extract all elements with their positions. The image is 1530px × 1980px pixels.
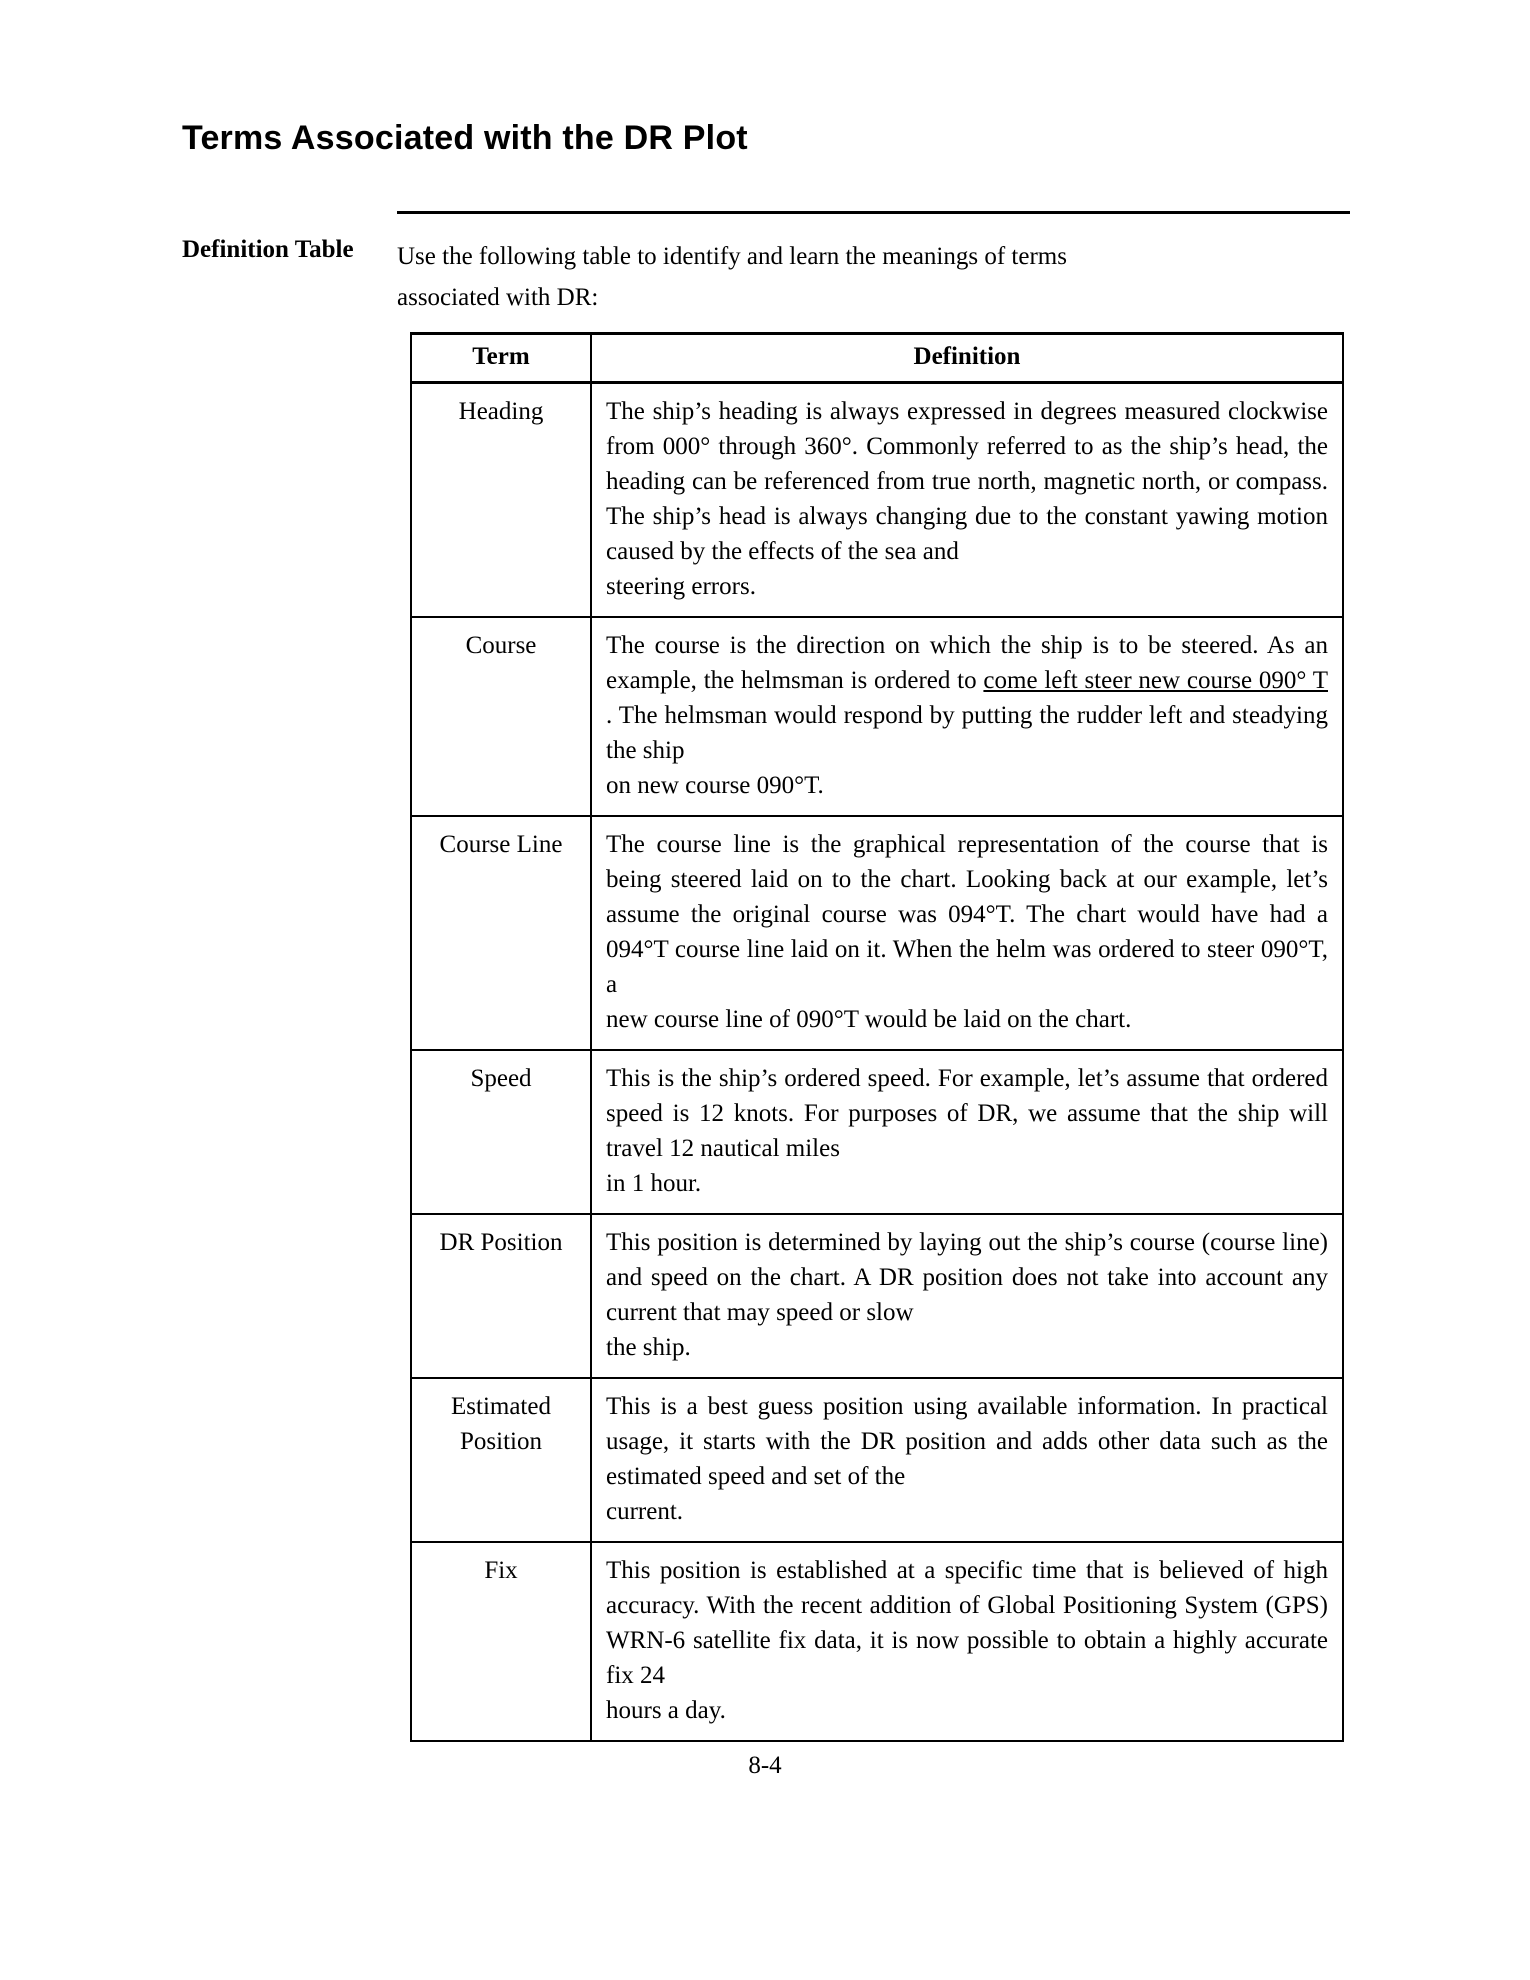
definition-body: This position is determined by laying out the ship’s course (course line) and speed on the chart. A DR position does not take into account any current that may speed or slow xyxy=(606,1229,1328,1326)
table-row xyxy=(411,1214,1343,1378)
table-row xyxy=(411,816,1343,1050)
definition-last-line: new course line of 090°T would be laid on the chart. xyxy=(606,1006,1132,1033)
definition-table-container xyxy=(410,332,1342,1742)
term-heading: Heading xyxy=(411,383,591,618)
table-body xyxy=(411,383,1343,1742)
table-row xyxy=(411,1542,1343,1741)
definition-body: This position is established at a specific time that is believed of high accuracy. With the recent addition of Global Positioning System (GPS) WRN-6 satellite fix data, it is now possible to obtain a highly accurate fix 24 xyxy=(606,1557,1328,1689)
definition-dr-position xyxy=(591,1214,1343,1378)
definition-estimated-position xyxy=(591,1378,1343,1542)
definition-course-line xyxy=(591,816,1343,1050)
intro-paragraph xyxy=(397,236,1242,318)
column-header-definition: Definition xyxy=(591,334,1343,383)
table-header-row xyxy=(411,334,1343,383)
term-fix: Fix xyxy=(411,1542,591,1741)
term-estimated-position: Estimated Position xyxy=(411,1378,591,1542)
table-row xyxy=(411,617,1343,816)
definition-last-line: in 1 hour. xyxy=(606,1170,702,1197)
table-row xyxy=(411,383,1343,618)
definition-body-pre: The course is the direction on which the ship is to be steered. As an example, the helmsman is ordered to xyxy=(606,632,1328,694)
intro-line-2: associated with DR: xyxy=(397,284,599,311)
definition-body: The course line is the graphical representation of the course that is being steered laid on to the chart. Looking back at our example, let’s assume the original course was 094°T. The chart would have had a 094°T course line laid on it. When the helm was ordered to steer 090°T, a xyxy=(606,831,1328,998)
definition-fix xyxy=(591,1542,1343,1741)
definition-last-line: hours a day. xyxy=(606,1697,726,1724)
term-speed: Speed xyxy=(411,1050,591,1214)
page-number: 8-4 xyxy=(748,1752,782,1779)
definition-underlined-order: come left steer new course 090° T xyxy=(983,667,1328,694)
definition-body: The ship’s heading is always expressed in degrees measured clockwise from 000° through 360°. Commonly referred to as the ship’s head, the heading can be referenced from true north, magnetic north, or compass. The ship’s head is always changing due to the constant yawing motion caused by the effects of the sea and xyxy=(606,398,1328,565)
table-row xyxy=(411,1050,1343,1214)
definition-body: This is the ship’s ordered speed. For example, let’s assume that ordered speed is 12 knots. For purposes of DR, we assume that the ship will travel 12 nautical miles xyxy=(606,1065,1328,1162)
block-label-definition-table: Definition Table xyxy=(182,236,354,263)
table-header xyxy=(411,334,1343,383)
definition-speed xyxy=(591,1050,1343,1214)
column-header-term: Term xyxy=(411,334,591,383)
term-course-line: Course Line xyxy=(411,816,591,1050)
definition-last-line: steering errors. xyxy=(606,573,756,600)
table-row xyxy=(411,1378,1343,1542)
definition-last-line: the ship. xyxy=(606,1334,691,1361)
page-title: Terms Associated with the DR Plot xyxy=(182,118,748,157)
definition-heading xyxy=(591,383,1343,618)
title-divider xyxy=(397,211,1350,214)
definition-course xyxy=(591,617,1343,816)
definition-table xyxy=(410,332,1344,1742)
definition-body: This is a best guess position using available information. In practical usage, it starts with the DR position and adds other data such as the estimated speed and set of the xyxy=(606,1393,1328,1490)
term-course: Course xyxy=(411,617,591,816)
definition-body-post: . The helmsman would respond by putting the rudder left and steadying the ship xyxy=(606,702,1328,764)
definition-last-line: on new course 090°T. xyxy=(606,772,824,799)
definition-last-line: current. xyxy=(606,1498,684,1525)
intro-line-1: Use the following table to identify and learn the meanings of terms xyxy=(397,243,1067,270)
term-dr-position: DR Position xyxy=(411,1214,591,1378)
